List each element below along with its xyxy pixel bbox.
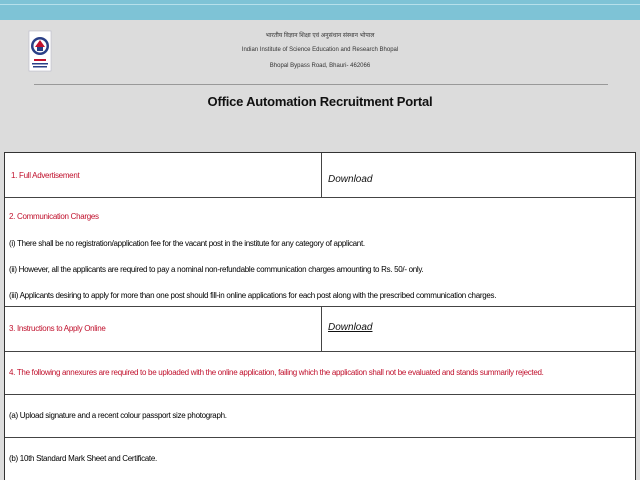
charges-heading: 2. Communication Charges bbox=[9, 212, 99, 221]
instructions-label: 3. Instructions to Apply Online bbox=[9, 324, 106, 333]
advertisement-row bbox=[5, 153, 635, 198]
annexures-heading-row bbox=[5, 352, 635, 395]
charges-point-1: (i) There shall be no registration/application fee for the vacant post in the institute for any category of applicant. bbox=[9, 239, 365, 248]
charges-point-2: (ii) However, all the applicants are required to pay a nominal non-refundable communication charges amounting to Rs. 50/- only. bbox=[9, 265, 424, 274]
communication-charges-row bbox=[5, 198, 635, 307]
advertisement-label: 1. Full Advertisement bbox=[11, 171, 80, 180]
page-title: Office Automation Recruitment Portal bbox=[207, 94, 433, 109]
charges-point-3: (iii) Applicants desiring to apply for more than one post should fill-in online applications for each post along with the prescribed communication charges. bbox=[9, 291, 497, 300]
advertisement-download-link[interactable]: Download bbox=[328, 174, 373, 185]
annexure-item-row bbox=[5, 395, 635, 438]
institute-logo bbox=[28, 30, 52, 72]
institute-address: Bhopal Bypass Road, Bhauri- 462066 bbox=[269, 63, 371, 69]
annexure-item-row bbox=[5, 438, 635, 478]
institute-hindi-name: भारतीय विज्ञान शिक्षा एवं अनुसंधान संस्थान भोपाल bbox=[265, 33, 375, 39]
instructions-download-link[interactable]: Download bbox=[328, 322, 373, 333]
institute-name: Indian Institute of Science Education and Research Bhopal bbox=[241, 47, 399, 53]
annexure-item: (b) 10th Standard Mark Sheet and Certificate. bbox=[9, 454, 157, 463]
top-bar bbox=[0, 0, 640, 20]
annexures-heading: 4. The following annexures are required to be uploaded with the online application, failing which the application shall not be evaluated and stands summarily rejected. bbox=[9, 368, 544, 377]
instructions-row bbox=[5, 307, 635, 352]
recruitment-info-panel bbox=[4, 152, 636, 480]
header-divider bbox=[34, 84, 608, 85]
annexure-item: (a) Upload signature and a recent colour passport size photograph. bbox=[9, 411, 227, 420]
